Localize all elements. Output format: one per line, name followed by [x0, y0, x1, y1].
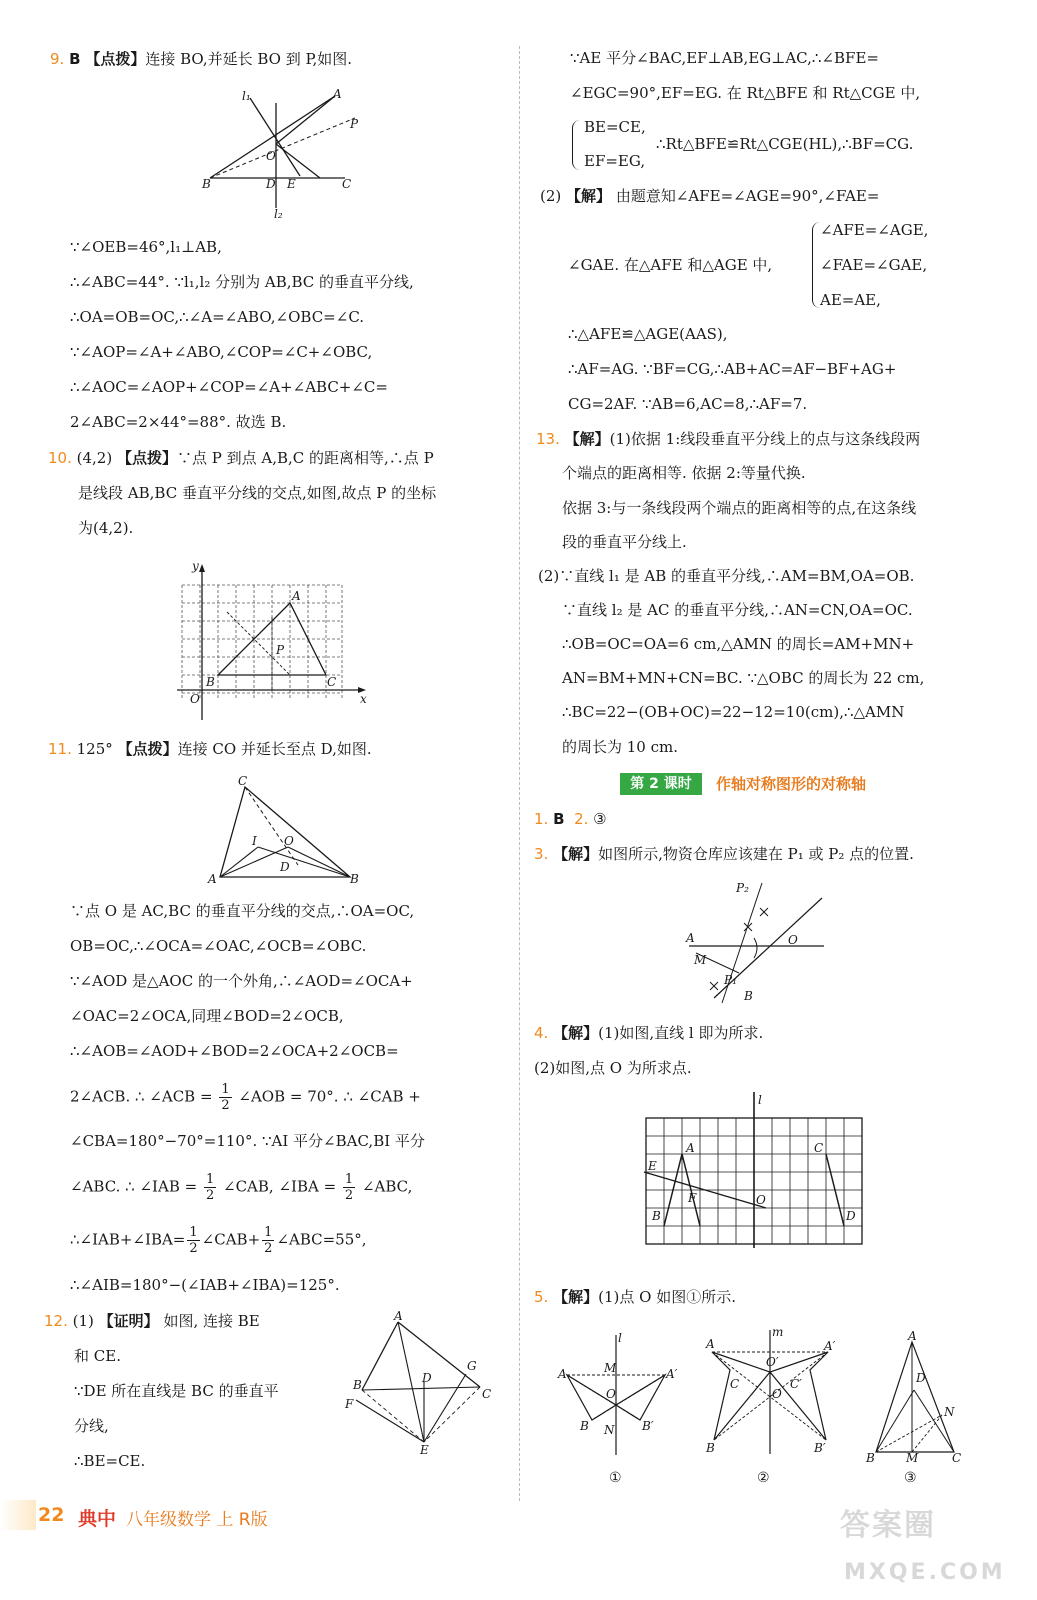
label-A: A [558, 1367, 567, 1381]
label-C-prime: C′ [790, 1377, 802, 1391]
q13-line: 依据 3:与一条线段两个端点的距离相等的点,在这条线 [562, 499, 917, 517]
q10-intro: ∵点 P 到点 A,B,C 的距离相等,∴点 P [177, 449, 434, 467]
label-B: B [202, 177, 211, 191]
label-m: m [772, 1325, 784, 1339]
q9-line: ∵∠OEB=46°,l₁⊥AB, [70, 238, 222, 256]
q12-part2-header: (2) 【解】 由题意知∠AFE=∠AGE=90°,∠FAE= [540, 187, 880, 205]
label-O: O [788, 933, 798, 947]
label-O: O [266, 149, 276, 163]
label-F: F [345, 1397, 354, 1411]
l2-q5-figure-1 [552, 1330, 687, 1490]
q10-line: 是线段 AB,BC 垂直平分线的交点,如图,故点 P 的坐标 [78, 484, 437, 502]
watermark-url: MXQE.COM [844, 1560, 1006, 1585]
label-B: B [206, 675, 215, 689]
l2-q5-figure-2 [700, 1322, 850, 1490]
q10-line: 为(4,2). [78, 519, 134, 537]
label-P1: P₁ [724, 973, 737, 987]
l2-q4-line: (2)如图,点 O 为所求点. [534, 1059, 692, 1077]
q12-line: ∠GAE. 在△AFE 和△AGE 中, [568, 256, 773, 274]
q11-fraction-line: ∠ABC. ∴ ∠IAB = $\frac{1}{2}$ ∠CAB, ∠IBA = $\frac{1}{2}$ ∠ABC, [70, 1172, 413, 1203]
q9-line: 2∠ABC=2×44°=88°. 故选 B. [70, 413, 287, 431]
q12-line: ∠EGC=90°,EF=EG. 在 Rt△BFE 和 Rt△CGE 中, [570, 84, 921, 102]
equation-brace [572, 120, 581, 170]
l2-q4-header: 4. 【解】(1)如图,直线 l 即为所求. [534, 1024, 764, 1042]
q11-line: ∴∠AOB=∠AOD+∠BOD=2∠OCA+2∠OCB= [70, 1042, 399, 1060]
solution-tag: 【解】 [553, 845, 599, 863]
label-l2: l₂ [274, 207, 283, 221]
q11-line: ∴∠AIB=180°−(∠IAB+∠IBA)=125°. [70, 1276, 340, 1294]
label-D: D [266, 177, 276, 191]
label-O-prime: O′ [766, 1355, 779, 1369]
label-D: D [280, 860, 290, 874]
question-number: 13. [536, 430, 560, 448]
figure-caption: ② [757, 1470, 770, 1486]
q13-line: 个端点的距离相等. 依据 2:等量代换. [562, 464, 806, 482]
q11-figure [200, 775, 370, 890]
q11-line: ∵∠AOD 是△AOC 的一个外角,∴∠AOD=∠OCA+ [70, 972, 413, 990]
label-C: C [730, 1377, 740, 1391]
watermark: 答案圈 [840, 1508, 936, 1543]
q11-fraction-line: ∴∠IAB+∠IBA= $\frac{1}{2}$ ∠CAB+ $\frac{1}{2}$ ∠ABC=55°, [70, 1225, 367, 1256]
q12-figure [340, 1309, 500, 1457]
q11-line: OB=OC,∴∠OCA=∠OAC,∠OCB=∠OBC. [70, 937, 367, 955]
system-eq: EF=EG, [584, 152, 646, 170]
label-D: D [422, 1371, 432, 1385]
label-B: B [652, 1209, 661, 1223]
label-A: A [706, 1337, 715, 1351]
label-D: D [846, 1209, 856, 1223]
column-divider [519, 46, 520, 1501]
q11-intro: 连接 CO 并延长至点 D,如图. [177, 740, 372, 758]
label-l: l [618, 1331, 622, 1345]
q10-grid-figure [172, 560, 372, 725]
axis-y-label: y [192, 559, 199, 573]
label-E: E [648, 1159, 657, 1173]
figure-caption: ③ [904, 1470, 917, 1486]
q9-intro: 连接 BO,并延长 BO 到 P,如图. [145, 50, 353, 68]
label-E: E [287, 177, 296, 191]
solution-tag: 【解】 [553, 1024, 599, 1042]
q9-line: ∴∠AOC=∠AOP+∠COP=∠A+∠ABC+∠C= [70, 378, 388, 396]
label-O: O [606, 1387, 616, 1401]
q13-line: (2)∵直线 l₁ 是 AB 的垂直平分线,∴AM=BM,OA=OB. [538, 567, 915, 585]
label-A: A [908, 1329, 917, 1343]
label-N: N [944, 1405, 955, 1419]
q12-line: 分线, [74, 1417, 109, 1435]
l2-q3-figure [684, 878, 834, 1006]
label-P: P [276, 643, 285, 657]
fraction-half: $\frac{1}{2}$ [221, 1082, 230, 1113]
label-B: B [706, 1441, 715, 1455]
label-G: G [467, 1359, 477, 1373]
q9-line: ∴OA=OB=OC,∴∠A=∠ABO,∠OBC=∠C. [70, 308, 365, 326]
l2-q4-grid-figure [636, 1090, 871, 1250]
label-E: E [420, 1443, 429, 1457]
l2-q5-figure-3 [862, 1330, 972, 1490]
q11-header [48, 738, 372, 760]
q10-header [48, 447, 434, 469]
q13-line: ∵直线 l₂ 是 AC 的垂直平分线,∴AN=CN,OA=OC. [562, 601, 913, 619]
system-eq: AE=AE, [820, 291, 881, 309]
label-O: O [284, 834, 294, 848]
label-F: F [688, 1191, 697, 1205]
label-A: A [208, 872, 217, 886]
label-B: B [353, 1378, 362, 1392]
q12-line: ∵AE 平分∠BAC,EF⊥AB,EG⊥AC,∴∠BFE= [570, 49, 879, 67]
label-A: A [394, 1309, 403, 1323]
question-number: 9. [50, 50, 65, 68]
label-B: B [866, 1451, 875, 1465]
solution-tag: 【解】 [566, 187, 612, 205]
system-eq: ∠AFE=∠AGE, [820, 221, 929, 239]
label-C: C [482, 1387, 492, 1401]
q13-line: 的周长为 10 cm. [562, 738, 679, 756]
label-B: B [744, 989, 753, 1003]
label-D: D [916, 1371, 926, 1385]
label-C: C [342, 177, 352, 191]
label-A: A [292, 589, 301, 603]
page-number: 22 [38, 1504, 65, 1526]
label-A-prime: A′ [824, 1339, 836, 1353]
q12-conclusion: ∴Rt△BFE≌Rt△CGE(HL),∴BF=CG. [656, 135, 914, 153]
q12-line: ∴BE=CE. [74, 1452, 146, 1470]
footer-stripe [0, 1500, 36, 1530]
q13-line: ∴OB=OC=OA=6 cm,△AMN 的周长=AM+MN+ [562, 635, 915, 653]
lesson-title: 作轴对称图形的对称轴 [716, 775, 867, 793]
origin-label: O [190, 692, 200, 706]
answer-value: (4,2) [76, 449, 113, 467]
q12-intro: 如图, 连接 BE [163, 1312, 260, 1330]
label-I: I [252, 834, 257, 848]
label-C: C [814, 1141, 824, 1155]
axis-x-label: x [360, 692, 367, 706]
label-P: P [350, 117, 359, 131]
q13-line: ∴BC=22−(OB+OC)=22−12=10(cm),∴△AMN [562, 703, 905, 721]
answer-choice: B [69, 50, 81, 68]
hint-tag: 【点拨】 [117, 740, 178, 758]
book-title: 八年级数学 上 R版 [126, 1510, 268, 1530]
label-A: A [686, 1141, 695, 1155]
answer-value: 125° [76, 740, 113, 758]
system-eq: ∠FAE=∠GAE, [820, 256, 928, 274]
label-O: O [756, 1193, 766, 1207]
l2-q5-header: 5. 【解】(1)点 O 如图①所示. [534, 1288, 736, 1306]
l2-q3-header: 3. 【解】如图所示,物资仓库应该建在 P₁ 或 P₂ 点的位置. [534, 845, 914, 863]
question-number: 11. [48, 740, 72, 758]
label-N: N [604, 1423, 615, 1437]
label-B: B [580, 1419, 589, 1433]
proof-tag: 【证明】 [98, 1312, 159, 1330]
figure-caption: ① [609, 1470, 622, 1486]
q9-line: ∵∠AOP=∠A+∠ABO,∠COP=∠C+∠OBC, [70, 343, 373, 361]
question-number: 10. [48, 449, 72, 467]
q12-line: ∵DE 所在直线是 BC 的垂直平 [74, 1382, 279, 1400]
hint-tag: 【点拨】 [116, 449, 177, 467]
label-M: M [694, 953, 707, 967]
q13-header: 13. 【解】(1)依据 1:线段垂直平分线上的点与这条线段两 [536, 430, 921, 448]
label-C: C [238, 774, 248, 788]
hint-tag: 【点拨】 [85, 50, 146, 68]
fraction-half: $\frac{1}{2}$ [264, 1225, 273, 1256]
solution-tag: 【解】 [564, 430, 610, 448]
q9-line: ∴∠ABC=44°. ∵l₁,l₂ 分别为 AB,BC 的垂直平分线, [70, 273, 414, 291]
fraction-half: $\frac{1}{2}$ [189, 1225, 198, 1256]
q11-line: ∠OAC=2∠OCA,同理∠BOD=2∠OCB, [70, 1007, 344, 1025]
label-l1: l₁ [242, 89, 251, 103]
label-B: B [350, 872, 359, 886]
label-M: M [604, 1361, 617, 1375]
label-A: A [686, 931, 695, 945]
q12-header: 12. (1) 【证明】 如图, 连接 BE [44, 1312, 260, 1330]
fraction-half: $\frac{1}{2}$ [344, 1172, 354, 1203]
label-M: M [906, 1451, 919, 1465]
label-P2: P₂ [736, 881, 749, 895]
label-C: C [327, 675, 337, 689]
system-eq: BE=CE, [584, 118, 646, 136]
label-A-prime: A′ [666, 1367, 678, 1381]
q12-line: 和 CE. [74, 1347, 121, 1365]
q11-line: ∠CBA=180°−70°=110°. ∵AI 平分∠BAC,BI 平分 [70, 1132, 425, 1150]
lesson-badge: 第 2 课时 [620, 773, 702, 795]
fraction-half: $\frac{1}{2}$ [205, 1172, 215, 1203]
label-B-prime: B′ [814, 1441, 826, 1455]
q12-line: ∴AF=AG. ∵BF=CG,∴AB+AC=AF−BF+AG+ [568, 360, 897, 378]
q9-figure [190, 88, 380, 223]
label-B-prime: B′ [642, 1419, 654, 1433]
label-C: C [952, 1451, 962, 1465]
solution-tag: 【解】 [553, 1288, 599, 1306]
label-l: l [758, 1093, 762, 1107]
q13-line: AN=BM+MN+CN=BC. ∵△OBC 的周长为 22 cm, [562, 669, 925, 687]
q12-line: CG=2AF. ∵AB=6,AC=8,∴AF=7. [568, 395, 808, 413]
q12-line: ∴△AFE≌△AGE(AAS), [568, 325, 728, 343]
q13-line: 段的垂直平分线上. [562, 533, 687, 551]
brand-logo: 典中 [78, 1508, 117, 1530]
question-number: 12. [44, 1312, 68, 1330]
label-A: A [333, 87, 342, 101]
l2-q1-q2: 1. B 2. ③ [534, 810, 607, 828]
label-O: O [772, 1387, 782, 1401]
q9-header [50, 48, 352, 70]
q11-fraction-line: 2∠ACB. ∴ ∠ACB = $\frac{1}{2}$ ∠AOB = 70°. ∴ ∠CAB + [70, 1082, 421, 1113]
q11-line: ∵点 O 是 AC,BC 的垂直平分线的交点,∴OA=OC, [70, 902, 415, 920]
